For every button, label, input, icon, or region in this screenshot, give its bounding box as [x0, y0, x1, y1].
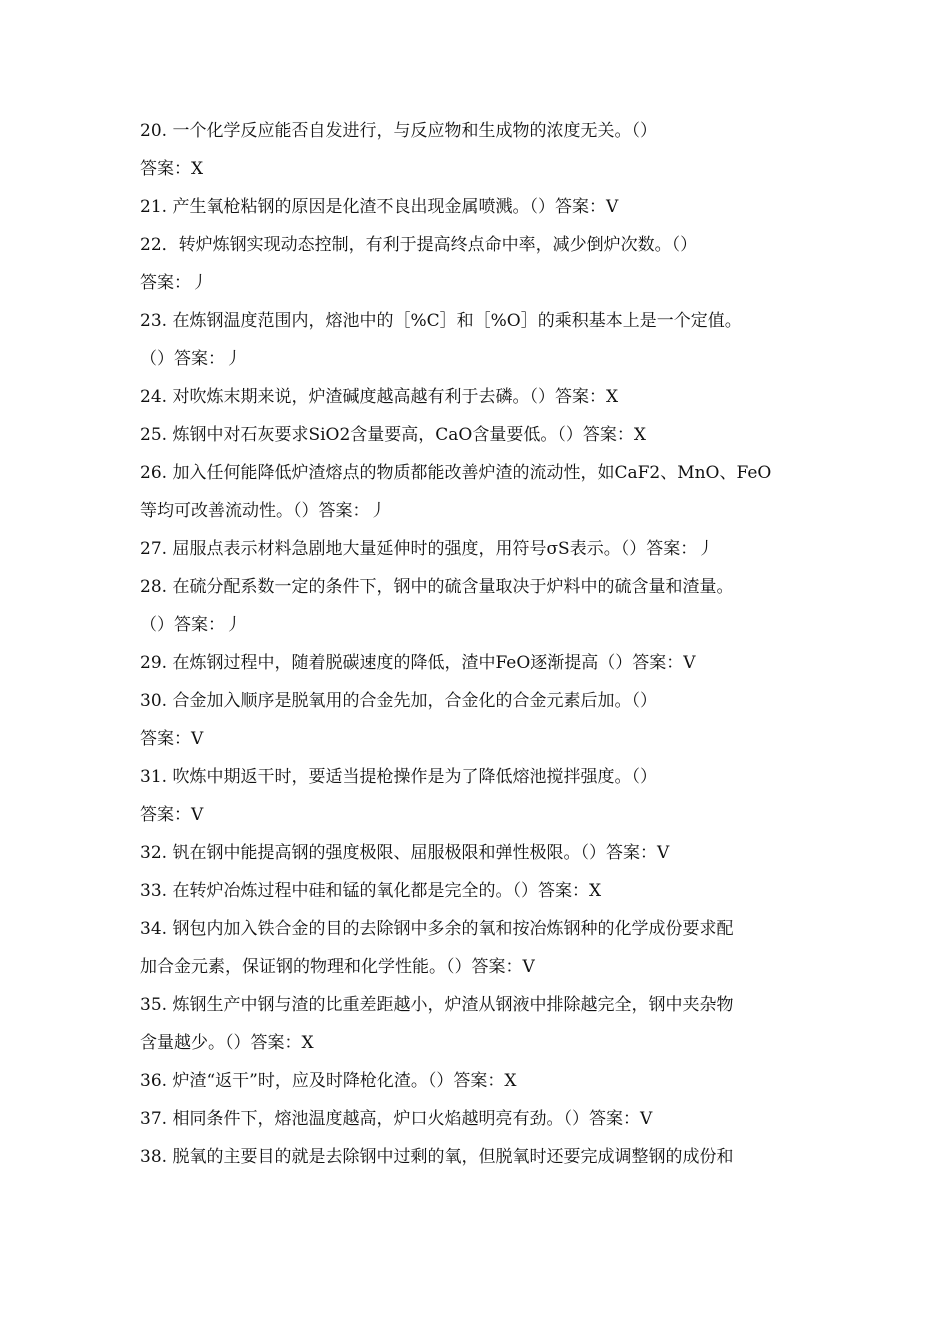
text-line: 29. 在炼钢过程中，随着脱碳速度的降低，渣中FeO逐渐提高（）答案：V	[140, 653, 696, 673]
text-line: 23. 在炼钢温度范围内，熔池中的［%C］和［%O］的乘积基本上是一个定值。	[140, 311, 742, 331]
text-line: 等均可改善流动性。（）答案：丿	[140, 501, 387, 521]
document-body	[140, 112, 820, 1176]
text-line: 32. 钒在钢中能提高钢的强度极限、屈服极限和弹性极限。（）答案：V	[140, 843, 670, 863]
text-line: 答案：X	[140, 159, 204, 179]
text-line: 答案：丿	[140, 273, 208, 293]
text-line: 答案：V	[140, 805, 204, 825]
text-line: 24. 对吹炼末期来说，炉渣碱度越高越有利于去磷。（）答案：X	[140, 387, 619, 407]
text-line: 25. 炼钢中对石灰要求SiO2含量要高，CaO含量要低。（）答案：X	[140, 425, 646, 445]
text-line: 21. 产生氧枪粘钢的原因是化渣不良出现金属喷溅。（）答案：V	[140, 197, 619, 217]
text-line: 26. 加入任何能降低炉渣熔点的物质都能改善炉渣的流动性，如CaF2、MnO、FeO	[140, 463, 772, 483]
text-line: 36. 炉渣“返干”时，应及时降枪化渣。（）答案：X	[140, 1071, 517, 1091]
text-line: 34. 钢包内加入铁合金的目的去除钢中多余的氧和按冶炼钢种的化学成份要求配	[140, 919, 734, 939]
text-line: 22．转炉炼钢实现动态控制，有利于提高终点命中率，减少倒炉次数。（）	[140, 235, 698, 255]
text-line: 加合金元素，保证钢的物理和化学性能。（）答案：V	[140, 957, 535, 977]
text-line: 37. 相同条件下，熔池温度越高，炉口火焰越明亮有劲。（）答案：V	[140, 1109, 653, 1129]
text-line: （）答案：丿	[140, 615, 242, 635]
text-line: 30. 合金加入顺序是脱氧用的合金先加，合金化的合金元素后加。（）	[140, 691, 657, 711]
text-line: 33. 在转炉冶炼过程中硅和锰的氧化都是完全的。（）答案：X	[140, 881, 602, 901]
text-line: 答案：V	[140, 729, 204, 749]
text-line: （）答案：丿	[140, 349, 242, 369]
text-line: 含量越少。（）答案：X	[140, 1033, 314, 1053]
text-line: 38. 脱氧的主要目的就是去除钢中过剩的氧，但脱氧时还要完成调整钢的成份和	[140, 1147, 734, 1167]
text-line: 28. 在硫分配系数一定的条件下，钢中的硫含量取决于炉料中的硫含量和渣量。	[140, 577, 734, 597]
text-line: 31. 吹炼中期返干时，要适当提枪操作是为了降低熔池搅拌强度。（）	[140, 767, 657, 787]
text-line: 20. 一个化学反应能否自发进行，与反应物和生成物的浓度无关。（）	[140, 121, 657, 141]
text-line: 27. 屈服点表示材料急剧地大量延伸时的强度，用符号σS表示。（）答案：丿	[140, 539, 715, 559]
text-line: 35. 炼钢生产中钢与渣的比重差距越小，炉渣从钢液中排除越完全，钢中夹杂物	[140, 995, 734, 1015]
